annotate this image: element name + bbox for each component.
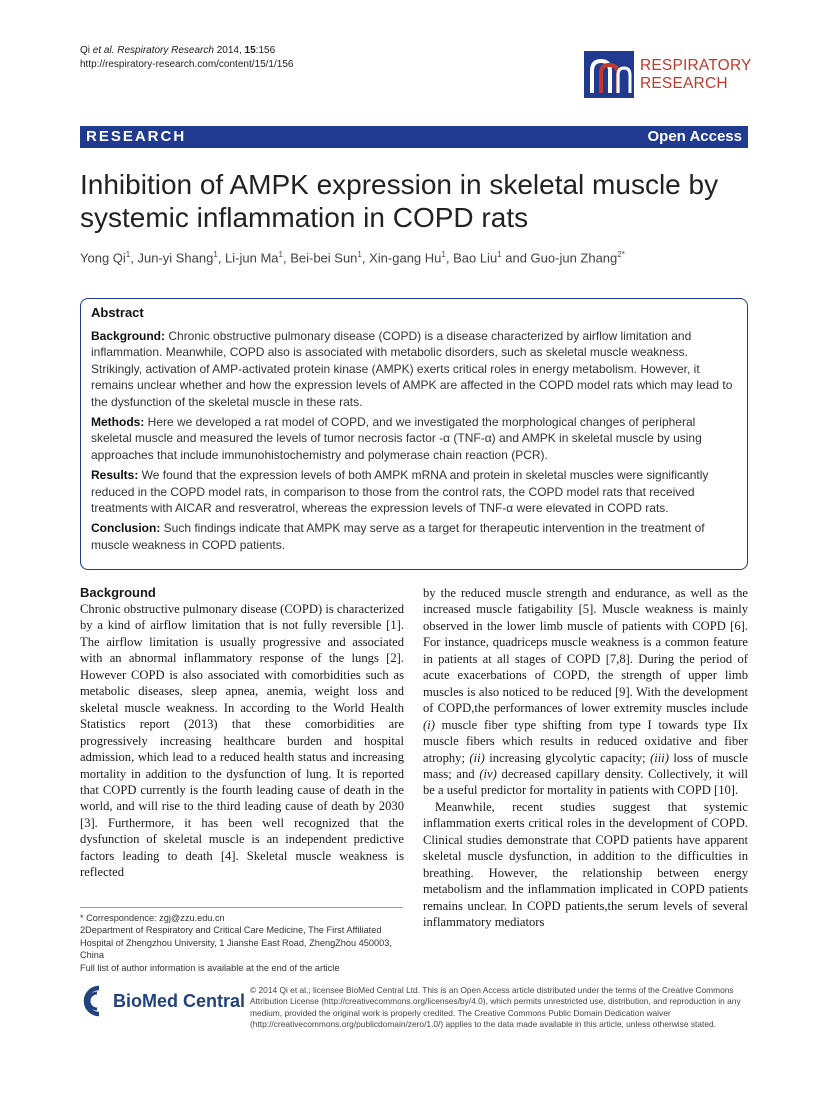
open-access-label: Open Access	[647, 128, 742, 145]
abstract-methods: Methods: Here we developed a rat model of COPD, and we investigated the morphological changes of peripheral skeletal muscle and measured the levels of tumor necrosis factor -α (TNF-α) and AMPK in skeletal muscle by using approaches that include immunohistochemistry and polymerase chain reaction (PCR).	[91, 415, 702, 462]
journal-logo	[584, 51, 754, 101]
abstract-box	[80, 298, 748, 570]
article-type-label: RESEARCH	[86, 128, 187, 145]
publisher-logo-icon	[80, 985, 110, 1017]
author-affiliation-mark: 1	[125, 250, 131, 259]
abstract-results: Results: We found that the expression levels of both AMPK mRNA and protein in skeletal muscles were significantly reduced in the COPD model rats, in comparison to those from the control rats, the COPD model rats that received treatments with AICAR and resveratrol, whereas the expression levels of TNF-α were elevated in COPD rats.	[91, 468, 709, 516]
license-text: © 2014 Qi et al.; licensee BioMed Central Ltd. This is an Open Access article distributed under the terms of the Creative Commons Attribution License (http://creativecommons.org/licenses/by/4.0), which permits unrestricted use, distribution, and reproduction in any medium, provided the original work is properly credited. The Creative Commons Public Domain Dedication waiver (http://creativecommons.org/publicdomain/zero/1.0/) applies to the data made available in this article, unless otherwise stated.	[250, 985, 741, 1029]
author-affiliation-mark: 1	[278, 250, 283, 259]
article-type-band	[80, 126, 748, 148]
body-right-column	[423, 585, 748, 931]
journal-logo-icon	[584, 51, 634, 98]
footnotes	[80, 912, 404, 974]
author-affiliation-mark: 1	[497, 250, 502, 259]
article-title: Inhibition of AMPK expression in skeletal muscle by systemic inflammation in COPD rats	[80, 169, 719, 233]
author-affiliation-mark: 2*	[617, 250, 625, 259]
author-list: Yong Qi$^1$, Jun-yi Shang$^1$, Li-jun Ma$^1$, Bei-bei Sun$^1$, Xin-gang Hu$^1$, Bao Liu$^1$ and Guo-jun Zhang$^{2*}$	[80, 250, 625, 266]
article-url[interactable]: http://respiratory-research.com/content/15/1/156	[80, 59, 294, 70]
author-name: Yong Qi	[80, 250, 126, 266]
author-info-note: Full list of author information is available at the end of the article	[80, 962, 340, 973]
author-name: Li-jun Ma	[225, 250, 279, 266]
journal-logo-text: RESPIRATORY RESEARCH	[640, 57, 752, 92]
author-affiliation-mark: 1	[357, 250, 362, 259]
correspondence-note: * Correspondence: zgj@zzu.edu.cn	[80, 913, 225, 923]
body-paragraph: Chronic obstructive pulmonary disease (COPD) is characterized by a kind of airflow limitation that is not fully reversible [1]. The airflow limitation is usually progressive and associated with an abnormal inflammatory response of the lungs [2]. However COPD is also associated with comorbidities such as metabolic diseases, sleep apnea, anemia, weight loss and skeletal muscle weakness. In according to the World Health Statistics report (2013) that these comorbidities are progressively increasing healthcare burden and hospital admission, which lead to a reduced health status and increasing mortality in addition to the dysfunction of lung. It is reported that COPD currently is the fourth leading cause of death in the world, and will rise to the third leading cause of death by 2030 [3]. Furthermore, it has been well recognized that the dysfunction of skeletal muscle is an independent predictive factors leading to death [4]. Skeletal muscle weakness is reflected	[80, 602, 404, 880]
citation-line: Qi et al. Respiratory Research 2014, 15:156	[80, 45, 276, 56]
publisher-logo	[80, 985, 246, 1019]
author-name: Jun-yi Shang	[137, 250, 214, 266]
affiliation-note: 2Department of Respiratory and Critical Care Medicine, The First Affiliated Hospital of Zhengzhou University, 1 Jianshe East Road, ZhengZhou 450003, China	[80, 925, 392, 961]
abstract-conclusion: Conclusion: Such findings indicate that AMPK may serve as a target for therapeutic intervention in the treatment of muscle weakness in COPD patients.	[91, 521, 705, 552]
section-heading-background: Background	[80, 585, 156, 600]
body-paragraph: by the reduced muscle strength and endurance, as well as the increased muscle fatigability [5]. Muscle weakness is mainly observed in the lower limb muscle of patients with COPD [6]. For instance, quadriceps muscle weakness is a common feature in patients at all stages of COPD [7,8]. During the period of acute exacerbations of COPD, the strength of upper limb muscles is also noticed to be reduced [9]. With the development of COPD,the performances of lower extremity muscles include (i) muscle fiber type shifting from type I towards type IIx muscle fibers which results in reduced oxidative and fiber atrophy; (ii) increasing glycolytic capacity; (iii) loss of muscle mass; and (iv) decreased capillary density. Collectively, it will be a useful predictor for mortality in patients with COPD [10].	[423, 586, 748, 798]
body-paragraph: Meanwhile, recent studies suggest that systemic inflammation exerts critical roles in the development of COPD. Clinical studies demonstrate that COPD patients have apparent skeletal muscle dysfunction, in addition to the difficulties in breathing. However, the relationship between energy metabolism and the inflammation implicated in COPD patients remains unclear. In COPD patients,the serum levels of several inflammatory mediators	[423, 799, 748, 930]
author-name: Bei-bei Sun	[290, 250, 358, 266]
author-name: Guo-jun Zhang	[530, 250, 618, 266]
abstract-heading: Abstract	[91, 305, 144, 320]
author-affiliation-mark: 1	[441, 250, 446, 259]
author-affiliation-mark: 1	[213, 250, 218, 259]
author-name: Xin-gang Hu	[369, 250, 442, 266]
running-header	[80, 44, 293, 72]
abstract-background: Background: Chronic obstructive pulmonary disease (COPD) is a disease characterized by airflow limitation and inflammation. Meanwhile, COPD also is associated with metabolic disorders, such as skeletal muscle weakness. Strikingly, activation of AMP-activated protein kinase (AMPK) exerts critical roles in energy metabolism. However, it remains unclear whether and how the expression levels of AMPK are affected in the COPD model rats which may lead to the dysfunction of the skeletal muscle in these rats.	[91, 329, 733, 409]
author-name: Bao Liu	[453, 250, 498, 266]
publisher-name: BioMed Central	[113, 991, 246, 1011]
footnote-divider	[80, 907, 403, 908]
body-left-column	[80, 585, 404, 881]
